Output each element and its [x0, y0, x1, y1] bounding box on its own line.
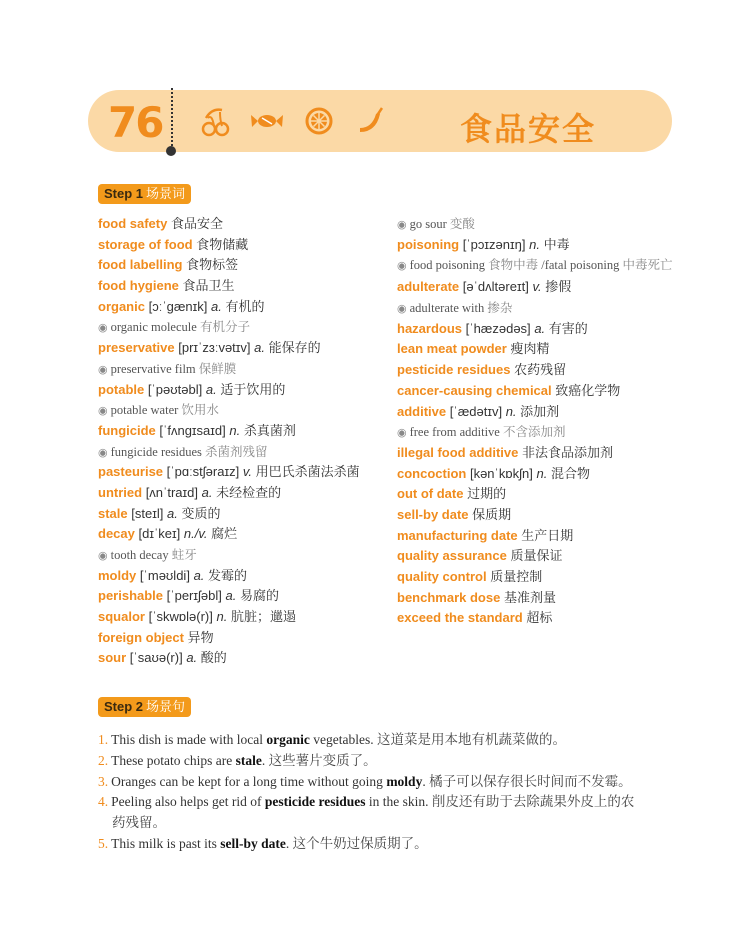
sentence-translation: 橘子可以保存很长时间而不发霉。 [429, 773, 632, 789]
part-of-speech: a. [254, 340, 265, 356]
step2-title: 场景句 [146, 699, 186, 714]
part-of-speech: v. [242, 464, 252, 480]
example-sentence [98, 772, 678, 793]
vocab-word: sour [98, 650, 127, 666]
phrase-entry [397, 214, 687, 235]
translation: 能保存的 [268, 340, 321, 356]
bullet-icon: ◉ [98, 446, 108, 459]
vocab-entry [397, 402, 687, 423]
phonetic: [kənˈkɒkʃn] [469, 465, 533, 481]
vocab-entry [98, 566, 398, 587]
phonetic: [dɪˈkeɪ] [138, 526, 181, 542]
bullet-icon: ◉ [98, 363, 108, 376]
part-of-speech: n. [216, 609, 228, 625]
bullet-icon: ◉ [397, 303, 407, 316]
phonetic: [ʌnˈtraɪd] [145, 484, 198, 500]
divider [171, 88, 173, 150]
sentence-text: This dish is made with local [111, 732, 267, 747]
vocab-word: preservative [98, 340, 175, 356]
sentence-number: 2. [98, 752, 109, 768]
phrase-zh: 保鲜膜 [198, 361, 237, 376]
vocab-entry [397, 381, 687, 402]
translation: 瘦肉精 [510, 341, 550, 357]
sentence-number: 5. [98, 835, 109, 851]
vocab-word: moldy [98, 567, 137, 583]
part-of-speech: n. [505, 403, 517, 419]
chili-pepper-icon [354, 104, 388, 138]
example-sentences [98, 730, 678, 855]
vocab-entry [397, 464, 687, 485]
sentence-text: These potato chips are [111, 752, 236, 768]
bullet-icon: ◉ [98, 322, 108, 335]
vocab-word: illegal food additive [397, 444, 519, 460]
phrase-zh: 有机分子 [199, 320, 250, 335]
vocab-entry [397, 360, 687, 381]
sentence-number: 3. [98, 773, 109, 789]
translation: 非法食品添加剂 [521, 444, 613, 460]
vocab-entry [397, 319, 687, 340]
sentence-text-end: in the skin. [365, 794, 429, 810]
translation: 致癌化学物 [555, 382, 621, 398]
bullet-icon: ◉ [397, 427, 407, 440]
vocab-word: additive [397, 403, 447, 419]
unit-title: 食品安全 [460, 111, 597, 147]
sentence-text-end: . [285, 835, 290, 851]
vocab-entry [98, 524, 398, 545]
phonetic: [ˈædətɪv] [449, 403, 503, 419]
vocab-entry [397, 484, 687, 505]
phrase-en: go sour [409, 217, 447, 231]
phrase-zh: 杀菌剂残留 [205, 444, 268, 459]
phrase-zh: 饮用水 [181, 403, 219, 418]
vocab-word: squalor [98, 609, 145, 625]
vocab-entry [397, 588, 687, 609]
sentence-keyword: sell-by date [220, 835, 286, 851]
part-of-speech: a. [225, 588, 237, 604]
vocab-entry [397, 443, 687, 464]
example-sentence [98, 792, 678, 834]
vocab-word: benchmark dose [397, 589, 501, 605]
translation: 农药残留 [514, 362, 567, 378]
bullet-icon: ◉ [397, 260, 407, 273]
phrase-entry [397, 298, 687, 319]
step2-label: Step 2 [104, 699, 144, 714]
vocab-entry [397, 546, 687, 567]
translation: 适于饮用的 [220, 381, 286, 397]
vocab-word: untried [98, 484, 143, 500]
translation: 肮脏；邋遢 [230, 609, 296, 625]
phonetic: [ˈsaʊə(r)] [129, 650, 183, 666]
vocab-entry [98, 338, 398, 359]
sentence-keyword: organic [266, 732, 310, 747]
translation: 有机的 [225, 298, 265, 314]
phrase-zh: 不含添加剂 [502, 425, 566, 440]
vocab-entry [397, 608, 687, 629]
vocab-entry [98, 276, 398, 297]
vocab-word: potable [98, 381, 145, 397]
vocab-word: fungicide [98, 422, 156, 438]
vocab-word: lean meat powder [397, 341, 507, 357]
phonetic: [prɪˈzɜːvətɪv] [178, 340, 251, 356]
translation: 基准剂量 [503, 589, 556, 605]
translation: 杀真菌剂 [243, 422, 296, 438]
translation: 酸的 [200, 650, 227, 666]
vocab-word: concoction [397, 465, 467, 481]
phrase-en: preservative film [110, 361, 196, 376]
vocab-word: hazardous [397, 320, 463, 336]
phrase-en: potable water [110, 403, 179, 418]
sentence-text-end: . [422, 773, 426, 789]
sentence-text-end: vegetables. [309, 732, 374, 747]
phonetic: [ˈpɔɪzənɪŋ] [462, 236, 526, 252]
unit-number: 76 [108, 98, 163, 147]
phrase-entry [98, 400, 398, 421]
vocab-word: sell-by date [397, 506, 469, 522]
translation: 食物标签 [186, 257, 239, 273]
translation: 掺假 [545, 279, 572, 295]
bullet-icon: ◉ [98, 405, 108, 418]
vocab-entry [98, 607, 398, 628]
vocab-word: decay [98, 526, 135, 542]
part-of-speech: v. [532, 279, 542, 295]
phrase-en: tooth decay [110, 548, 169, 562]
vocab-word: out of date [397, 486, 464, 502]
vocab-word: perishable [98, 588, 164, 604]
vocab-entry [397, 339, 687, 360]
part-of-speech: n. [229, 422, 241, 438]
divider-dot [166, 146, 176, 156]
translation: 变质的 [181, 505, 221, 521]
phrase-zh: 掺杂 [487, 301, 513, 316]
phonetic: [əˈdʌltəreɪt] [462, 279, 529, 295]
phonetic: [ˈpəʊtəbl] [147, 381, 203, 397]
sentence-text-end: . [261, 752, 266, 768]
translation: 腐烂 [211, 526, 238, 542]
translation: 中毒 [543, 236, 570, 252]
translation: 异物 [187, 629, 214, 645]
vocab-word: organic [98, 298, 145, 314]
phrase-entry [98, 442, 398, 463]
translation: 混合物 [550, 465, 590, 481]
vocab-entry [397, 567, 687, 588]
part-of-speech: a. [534, 320, 546, 336]
sentence-translation: 这道菜是用本地有机蔬菜做的。 [376, 732, 566, 747]
bullet-icon: ◉ [98, 550, 108, 562]
example-sentence [98, 834, 678, 855]
vocab-column-right [397, 214, 687, 629]
vocab-entry [98, 214, 398, 235]
phonetic: [ˈməʊldi] [139, 567, 190, 583]
cherries-icon [198, 104, 232, 138]
translation: 过期的 [467, 486, 507, 502]
phrase-en-2: /fatal poisoning [541, 258, 620, 273]
translation: 质量保证 [510, 548, 563, 564]
translation: 食物储藏 [196, 236, 249, 252]
sentence-translation: 削皮还有助于去除蔬果外皮上的农 [431, 794, 635, 810]
step1-badge [98, 184, 191, 204]
vocab-entry [98, 504, 398, 525]
part-of-speech: a. [205, 381, 217, 397]
phrase-entry [397, 422, 687, 443]
example-sentence [98, 751, 678, 772]
translation: 易腐的 [239, 588, 279, 604]
vocab-word: stale [98, 505, 128, 521]
step1-label: Step 1 [104, 186, 144, 201]
translation: 发霉的 [208, 567, 248, 583]
vocab-entry [98, 421, 398, 442]
vocab-entry [397, 505, 687, 526]
phrase-entry [397, 255, 687, 276]
translation: 食品卫生 [182, 278, 235, 294]
phrase-entry [98, 545, 398, 566]
bullet-icon: ◉ [397, 219, 407, 231]
phrase-zh: 食物中毒 [488, 258, 539, 273]
part-of-speech: a. [201, 484, 213, 500]
phrase-en: free from additive [409, 425, 500, 440]
vocab-entry [98, 648, 398, 669]
phonetic: [ˈhæzədəs] [465, 320, 531, 336]
sentence-number: 4. [98, 794, 109, 810]
phrase-en: fungicide residues [110, 444, 202, 459]
sentence-translation: 这些薯片变质了。 [268, 752, 377, 768]
vocab-entry [98, 462, 398, 483]
vocab-word: quality control [397, 569, 487, 584]
vocab-entry [397, 526, 687, 547]
phonetic: [ˈpɑːstʃəraɪz] [166, 464, 240, 480]
phrase-zh: 变酸 [449, 217, 475, 231]
vocab-entry [98, 380, 398, 401]
translation: 生产日期 [521, 527, 574, 543]
phonetic: [steɪl] [131, 505, 164, 521]
candy-icon [250, 104, 284, 138]
phonetic: [ɔːˈgænɪk] [148, 298, 208, 314]
phrase-en: organic molecule [110, 320, 197, 335]
sentence-text: This milk is past its [111, 835, 221, 851]
translation: 用巴氏杀菌法杀菌 [255, 464, 360, 480]
phonetic: [ˈperɪʃəbl] [166, 588, 222, 604]
vocab-word: food safety [98, 216, 168, 231]
sentence-keyword: moldy [386, 773, 423, 789]
vocab-word: cancer-causing chemical [397, 382, 552, 398]
phrase-zh-2: 中毒死亡 [622, 258, 673, 273]
part-of-speech: a. [193, 567, 205, 583]
vocab-word: storage of food [98, 236, 193, 252]
translation: 超标 [526, 610, 553, 626]
step1-title: 场景词 [146, 186, 186, 201]
vocab-entry [98, 235, 398, 256]
vocab-column-left [98, 214, 398, 669]
vocab-entry [397, 235, 687, 256]
sentence-text: Oranges can be kept for a long time without going [111, 773, 387, 789]
part-of-speech: n. [536, 465, 548, 481]
sentence-translation: 这个牛奶过保质期了。 [292, 835, 428, 851]
vocab-entry [98, 586, 398, 607]
part-of-speech: n. [529, 236, 540, 252]
orange-slice-icon [302, 104, 336, 138]
vocab-word: adulterate [397, 279, 460, 295]
translation: 食品安全 [170, 216, 223, 231]
phrase-entry [98, 317, 398, 338]
phrase-en: adulterate with [409, 301, 485, 316]
phonetic: [ˈfʌngɪsaɪd] [159, 422, 226, 438]
vocab-word: foreign object [98, 629, 184, 645]
translation: 有害的 [548, 320, 588, 336]
translation: 质量控制 [490, 569, 543, 584]
vocab-word: quality assurance [397, 548, 507, 564]
vocab-word: poisoning [397, 236, 460, 252]
vocab-entry [98, 483, 398, 504]
vocab-word: food labelling [98, 257, 183, 273]
sentence-keyword: stale [235, 752, 262, 768]
phrase-en: food poisoning [409, 258, 485, 273]
vocab-word: pasteurise [98, 464, 164, 480]
vocab-entry [98, 255, 398, 276]
part-of-speech: a. [211, 298, 222, 314]
part-of-speech: a. [186, 650, 198, 666]
sentence-keyword: pesticide residues [264, 794, 366, 810]
vocab-entry [397, 277, 687, 298]
sentence-translation-cont: 药残留。 [112, 815, 166, 831]
translation: 保质期 [472, 506, 512, 522]
sentence-text: Peeling also helps get rid of [111, 794, 265, 810]
phrase-entry [98, 359, 398, 380]
translation: 未经检查的 [216, 484, 282, 500]
vocab-word: pesticide residues [397, 362, 511, 378]
phrase-zh: 蛀牙 [171, 548, 197, 562]
part-of-speech: n./v. [183, 526, 208, 542]
phonetic: [ˈskwɒlə(r)] [148, 609, 213, 625]
part-of-speech: a. [166, 505, 178, 521]
food-icons [198, 104, 388, 138]
vocab-word: manufacturing date [397, 527, 518, 543]
vocab-word: exceed the standard [397, 610, 523, 626]
vocab-entry [98, 297, 398, 318]
vocab-entry [98, 628, 398, 649]
translation: 添加剂 [520, 403, 560, 419]
sentence-number: 1. [98, 732, 109, 747]
vocab-word: food hygiene [98, 278, 179, 294]
example-sentence [98, 730, 678, 751]
step2-badge [98, 697, 191, 717]
